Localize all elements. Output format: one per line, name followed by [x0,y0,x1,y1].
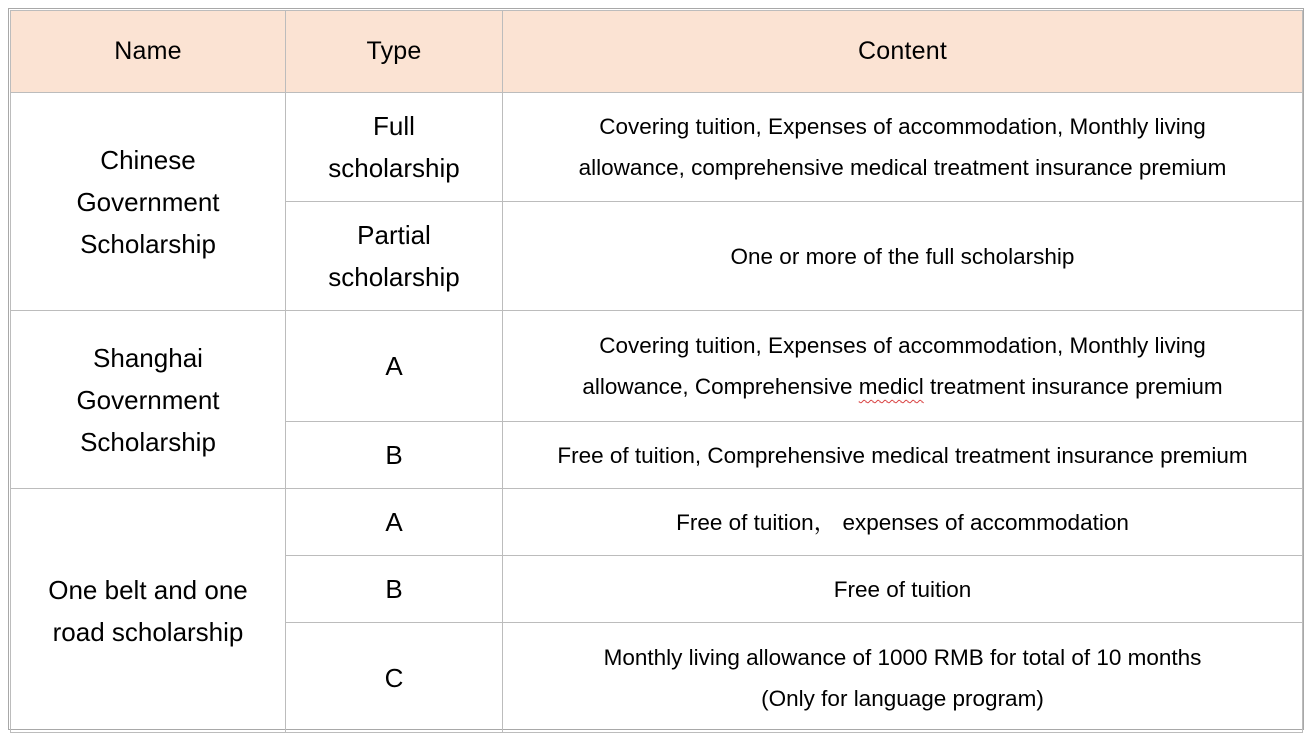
name-line: Chinese [100,144,196,175]
content-line: Free of tuition [833,576,972,602]
scholarship-content-cell [503,556,1303,623]
type-line: Partial [357,220,431,250]
scholarship-type-cell [286,489,503,556]
content-line: allowance, comprehensive medical treatment insurance premium [578,155,1227,180]
scholarship-table [10,10,1303,733]
scholarship-content-cell [503,422,1303,489]
type-line: scholarship [328,153,460,183]
scholarship-content-cell [503,311,1303,422]
table-row [11,311,1303,422]
scholarship-type-cell [286,556,503,623]
column-header-type: Type [286,11,503,93]
scholarship-name-cell [11,311,286,489]
name-line: Government [76,384,220,415]
name-line: Shanghai [93,342,203,373]
type-line: B [385,574,403,604]
content-text: allowance, Comprehensive [582,374,859,399]
scholarship-name-cell [11,93,286,311]
content-text: treatment insurance premium [923,374,1223,399]
content-line: (Only for language program) [761,685,1044,711]
spellcheck-flagged-word: medicl [858,374,924,399]
content-line: Monthly living allowance of 1000 RMB for total of 10 months [603,644,1202,670]
name-line: road scholarship [52,616,244,647]
type-line: scholarship [328,262,460,292]
column-header-content: Content [503,11,1303,93]
scholarship-type-cell [286,623,503,733]
content-line: Covering tuition, Expenses of accommodation, Monthly living [599,333,1206,358]
table-row [11,489,1303,556]
content-line [511,366,1294,407]
scholarship-content-cell [503,489,1303,556]
content-line: Free of tuition， expenses of accommodation [676,509,1129,535]
scholarship-content-cell [503,623,1303,733]
scholarship-type-cell [286,422,503,489]
type-line: A [385,351,403,381]
scholarship-content-cell [503,202,1303,311]
name-line: One belt and one [48,574,248,605]
type-line: A [385,507,403,537]
type-line: C [384,662,404,693]
name-line: Scholarship [80,426,216,457]
scholarship-content-cell [503,93,1303,202]
name-line: Government [76,186,220,217]
header-row [11,11,1303,93]
type-line: B [385,440,403,470]
column-header-name: Name [11,11,286,93]
scholarship-name-cell [11,489,286,733]
scholarship-type-cell [286,311,503,422]
content-line: One or more of the full scholarship [730,243,1075,269]
content-line: Covering tuition, Expenses of accommodation, Monthly living [599,114,1206,139]
type-line: Full [373,111,415,141]
table-row [11,93,1303,202]
scholarship-type-cell [286,93,503,202]
scholarship-type-cell [286,202,503,311]
name-line: Scholarship [80,228,216,259]
content-line: Free of tuition, Comprehensive medical treatment insurance premium [557,442,1248,468]
